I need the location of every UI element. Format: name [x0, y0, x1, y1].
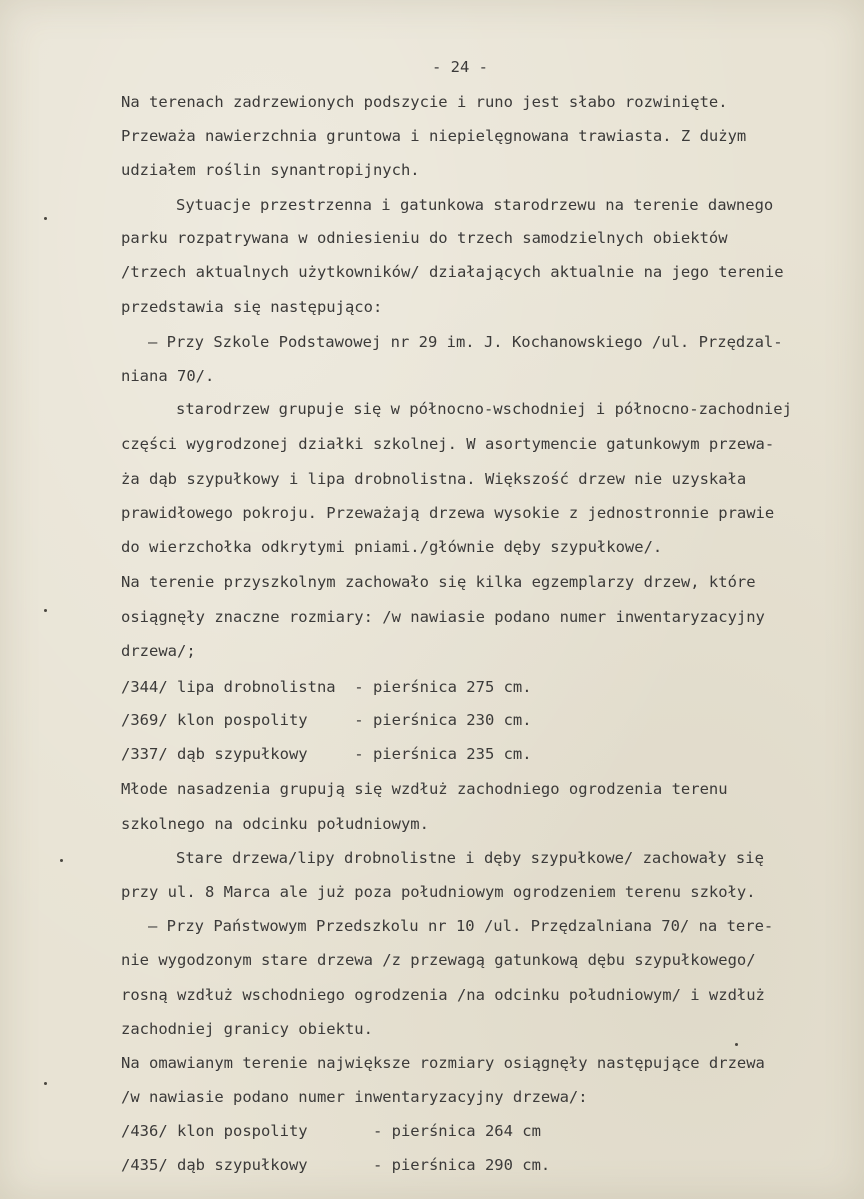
- text-line: parku rozpatrywana w odniesieniu do trzech samodzielnych obiektów: [121, 229, 728, 247]
- text-line: rosną wzdłuż wschodniego ogrodzenia /na odcinku południowym/ i wzdłuż: [121, 986, 765, 1004]
- text-line: przy ul. 8 Marca ale już poza południowym ogrodzeniem terenu szkoły.: [121, 883, 756, 901]
- margin-dot: [44, 217, 47, 220]
- text-line: prawidłowego pokroju. Przeważają drzewa wysokie z jednostronnie prawie: [121, 504, 775, 522]
- text-line: szkolnego na odcinku południowym.: [121, 815, 429, 833]
- text-line: ża dąb szypułkowy i lipa drobnolistna. Większość drzew nie uzyskała: [121, 470, 747, 488]
- text-line: niana 70/.: [121, 367, 215, 385]
- text-line: — Przy Państwowym Przedszkolu nr 10 /ul. Przędzalniana 70/ na tere-: [148, 917, 774, 935]
- text-line: zachodniej granicy obiektu.: [121, 1020, 373, 1038]
- text-line: /436/ klon pospolity - pierśnica 264 cm: [121, 1122, 541, 1140]
- text-line: przedstawia się następująco:: [121, 298, 383, 316]
- text-line: udziałem roślin synantropijnych.: [121, 161, 420, 179]
- text-line: części wygrodzonej działki szkolnej. W asortymencie gatunkowym przewa-: [121, 435, 775, 453]
- margin-dot: [44, 609, 47, 612]
- text-line: /w nawiasie podano numer inwentaryzacyjny drzewa/:: [121, 1088, 588, 1106]
- text-line: /369/ klon pospolity - pierśnica 230 cm.: [121, 711, 532, 729]
- text-line: /337/ dąb szypułkowy - pierśnica 235 cm.: [121, 745, 532, 763]
- text-line: Sytuacje przestrzenna i gatunkowa starodrzewu na terenie dawnego: [176, 196, 774, 214]
- text-line: /trzech aktualnych użytkowników/ działających aktualnie na jego terenie: [121, 263, 784, 281]
- text-line: Na terenie przyszkolnym zachowało się kilka egzemplarzy drzew, które: [121, 573, 756, 591]
- margin-dot: [735, 1043, 738, 1046]
- text-line: — Przy Szkole Podstawowej nr 29 im. J. Kochanowskiego /ul. Przędzal-: [148, 333, 783, 351]
- text-line: Na omawianym terenie największe rozmiary osiągnęły następujące drzewa: [121, 1054, 765, 1072]
- text-line: /344/ lipa drobnolistna - pierśnica 275 cm.: [121, 678, 532, 696]
- text-line: Przeważa nawierzchnia gruntowa i niepielęgnowana trawiasta. Z dużym: [121, 127, 747, 145]
- text-line: drzewa/;: [121, 642, 196, 660]
- text-line: Na terenach zadrzewionych podszycie i runo jest słabo rozwinięte.: [121, 93, 728, 111]
- text-line: osiągnęły znaczne rozmiary: /w nawiasie podano numer inwentaryzacyjny: [121, 608, 765, 626]
- text-line: Młode nasadzenia grupują się wzdłuż zachodniego ogrodzenia terenu: [121, 780, 728, 798]
- page-number: - 24 -: [432, 58, 488, 76]
- text-line: /435/ dąb szypułkowy - pierśnica 290 cm.: [121, 1156, 551, 1174]
- text-line: do wierzchołka odkrytymi pniami./głównie dęby szypułkowe/.: [121, 538, 663, 556]
- text-line: nie wygodzonym stare drzewa /z przewagą gatunkową dębu szypułkowego/: [121, 951, 756, 969]
- text-line: Stare drzewa/lipy drobnolistne i dęby szypułkowe/ zachowały się: [176, 849, 764, 867]
- margin-dot: [44, 1082, 47, 1085]
- margin-dot: [60, 859, 63, 862]
- text-line: starodrzew grupuje się w północno-wschodniej i północno-zachodniej: [176, 400, 792, 418]
